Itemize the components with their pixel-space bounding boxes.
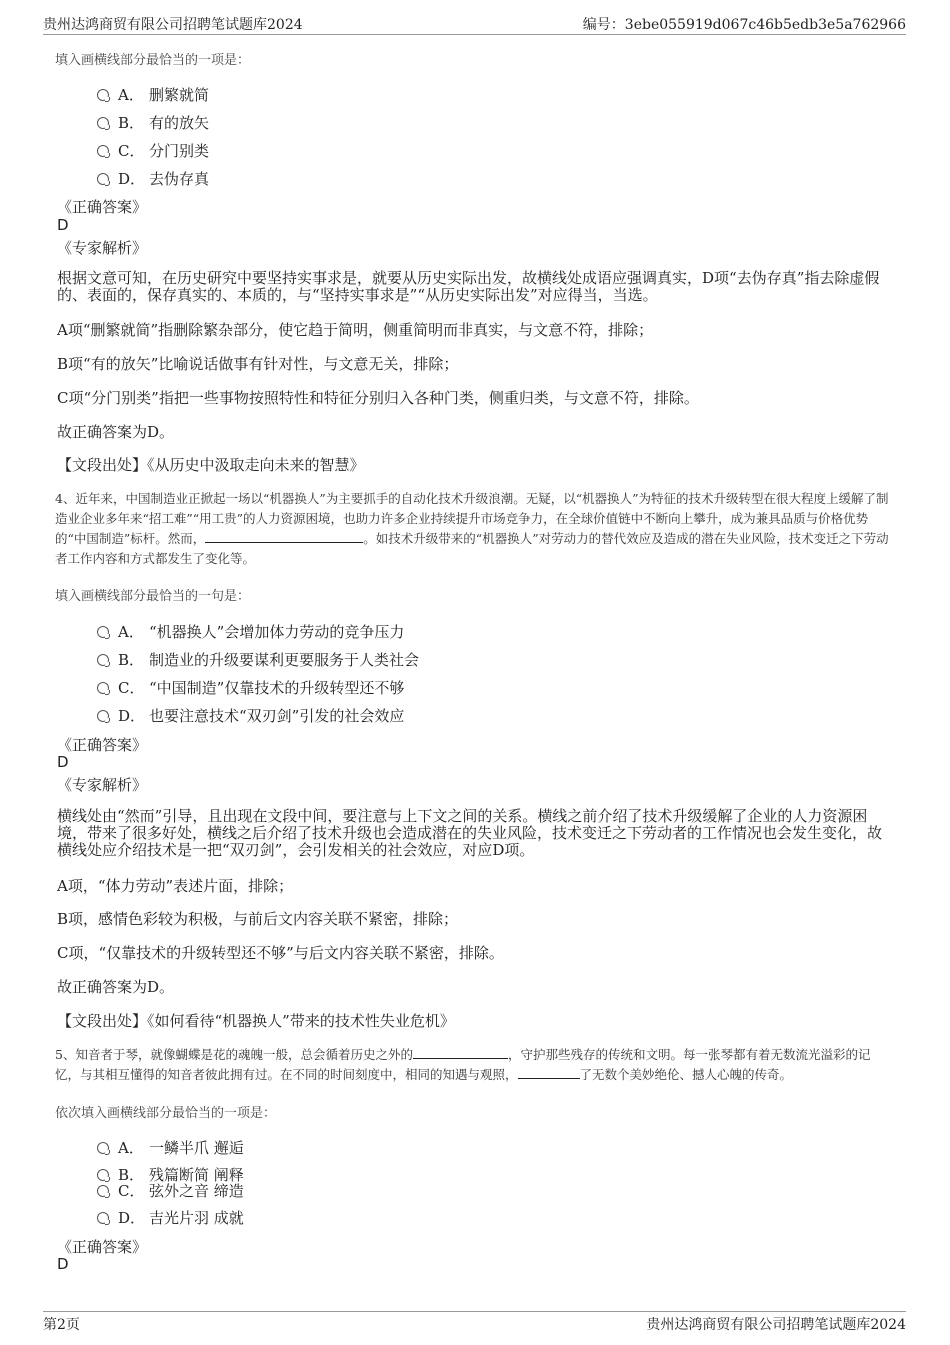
q5-instruction: 依次填入画横线部分最恰当的一项是： xyxy=(55,1106,277,1121)
q4-analysis-label: 《专家解析》 xyxy=(57,776,148,794)
option-text: 残篇断简 阐释 xyxy=(149,1166,244,1184)
option-letter: D． xyxy=(118,707,146,725)
radio-icon[interactable] xyxy=(97,173,109,185)
option-letter: A． xyxy=(118,1139,144,1157)
option-text: “中国制造”仅靠技术的升级转型还不够 xyxy=(149,679,405,697)
radio-icon[interactable] xyxy=(97,626,109,638)
option-text: 有的放矢 xyxy=(149,114,210,132)
q4-answer-label: 《正确答案》 xyxy=(57,736,148,754)
option-letter: B． xyxy=(118,1166,145,1184)
q4-analysis-option-b: B项，感情色彩较为积极，与前后文内容关联不紧密，排除； xyxy=(57,910,459,928)
radio-icon[interactable] xyxy=(97,117,109,129)
q4-instruction: 填入画横线部分最恰当的一句是： xyxy=(55,589,251,604)
q5-answer-label: 《正确答案》 xyxy=(57,1238,148,1256)
radio-icon[interactable] xyxy=(97,1185,109,1197)
option-text: 去伪存真 xyxy=(149,170,210,188)
header-title: 贵州达鸿商贸有限公司招聘笔试题库2024 xyxy=(43,17,303,33)
q4-analysis-option-c: C项，“仅靠技术的升级转型还不够”与后文内容关联不紧密，排除。 xyxy=(57,944,504,962)
option-letter: A． xyxy=(118,86,144,104)
q3-source: 【文段出处】《从历史中汲取走向未来的智慧》 xyxy=(57,456,365,474)
q4-stem xyxy=(55,489,895,569)
option-text: 也要注意技术“双刃剑”引发的社会效应 xyxy=(149,707,405,725)
radio-icon[interactable] xyxy=(97,1142,109,1154)
option-text: “机器换人”会增加体力劳动的竞争压力 xyxy=(149,623,405,641)
q5-blank-2 xyxy=(518,1066,580,1079)
option-letter: C． xyxy=(118,1182,145,1200)
q4-analysis-conclusion: 故正确答案为D。 xyxy=(57,978,175,996)
radio-icon[interactable] xyxy=(97,1212,109,1224)
radio-icon[interactable] xyxy=(97,682,109,694)
q3-instruction: 填入画横线部分最恰当的一项是： xyxy=(55,53,251,68)
q3-analysis-option-c: C项“分门别类”指把一些事物按照特性和特征分别归入各种门类，侧重归类，与文意不符，排除。 xyxy=(57,389,699,407)
q4-blank xyxy=(205,530,363,543)
q4-analysis-paragraph: 横线处由“然而”引导，且出现在文段中间，要注意与上下文之间的关系。横线之前介绍了技术升级缓解了企业的人力资源困境，带来了很多好处，横线之后介绍了技术升级也会造成潜在的失业风险，技术变迁之下劳动者的工作情况也会发生变化，故横线处应介绍技术是一把“双刃剑”，会引发相关的社会效应，对应D项。 xyxy=(57,807,883,859)
option-text: 删繁就简 xyxy=(149,86,210,104)
radio-icon[interactable] xyxy=(97,710,109,722)
radio-icon[interactable] xyxy=(97,654,109,666)
q3-answer-label: 《正确答案》 xyxy=(57,198,148,216)
option-letter: B． xyxy=(118,651,145,669)
page-number: 第2页 xyxy=(43,1317,80,1333)
radio-icon[interactable] xyxy=(97,1169,109,1181)
q4-analysis-option-a: A项，“体力劳动”表述片面，排除； xyxy=(57,877,294,895)
q3-analysis-option-a: A项“删繁就简”指删除繁杂部分，使它趋于简明，侧重简明而非真实，与文意不符，排除； xyxy=(57,321,654,339)
q5-answer: D xyxy=(57,1255,69,1273)
q5-blank-1 xyxy=(413,1046,508,1059)
q5-stem-part-2: ，守护那些残存的传统和文明。每一张琴都有着无数流光溢彩的记忆，与其相互懂得的知音者彼此拥有过。在不同的时间刻度中，相同的知遇与观照， xyxy=(55,1047,871,1082)
page-footer xyxy=(43,1311,906,1342)
option-letter: C． xyxy=(118,679,145,697)
option-text: 分门别类 xyxy=(149,142,210,160)
q4-answer: D xyxy=(57,753,69,771)
radio-icon[interactable] xyxy=(97,145,109,157)
q3-analysis-conclusion: 故正确答案为D。 xyxy=(57,423,175,441)
option-letter: D． xyxy=(118,170,146,188)
option-text: 弦外之音 缔造 xyxy=(149,1182,244,1200)
radio-icon[interactable] xyxy=(97,89,109,101)
option-text: 制造业的升级要谋利更要服务于人类社会 xyxy=(149,651,420,669)
q4-source: 【文段出处】《如何看待“机器换人”带来的技术性失业危机》 xyxy=(57,1012,455,1030)
page-header xyxy=(43,0,906,35)
q5-stem-part-3: 了无数个美妙绝伦、撼人心魄的传奇。 xyxy=(579,1067,793,1082)
option-text: 一鳞半爪 邂逅 xyxy=(149,1139,244,1157)
q3-analysis-option-b: B项“有的放矢”比喻说话做事有针对性，与文意无关，排除； xyxy=(57,355,459,373)
q3-analysis-label: 《专家解析》 xyxy=(57,239,148,257)
option-letter: C． xyxy=(118,142,145,160)
option-text: 吉光片羽 成就 xyxy=(149,1209,244,1227)
option-letter: A． xyxy=(118,623,144,641)
q4-stem-part-2: 。如技术升级带来的“机器换人”对劳动力的替代效应及造成的潜在失业风险，技术变迁之下劳动者工作内容和方式都发生了变化等。 xyxy=(55,531,889,566)
footer-title: 贵州达鸿商贸有限公司招聘笔试题库2024 xyxy=(646,1317,906,1333)
header-serial-number: 编号：3ebe055919d067c46b5edb3e5a762966 xyxy=(582,17,906,33)
q3-answer: D xyxy=(57,216,69,234)
q3-analysis-paragraph: 根据文意可知，在历史研究中要坚持实事求是，就要从历史实际出发，故横线处成语应强调真实，D项“去伪存真”指去除虚假的、表面的，保存真实的、本质的，与“坚持实事求是”“从历史实际出发”对应得当，当选。 xyxy=(57,269,880,304)
option-letter: B． xyxy=(118,114,145,132)
q5-stem-part-1: 5、知音者于琴，就像蝴蝶是花的魂魄一般，总会循着历史之外的 xyxy=(55,1047,413,1062)
q5-stem xyxy=(55,1045,895,1085)
q4-stem-part-1: 4、近年来，中国制造业正掀起一场以“机器换人”为主要抓手的自动化技术升级浪潮。无疑，以“机器换人”为特征的技术升级转型在很大程度上缓解了制造业企业多年来“招工难”“用工贵”的人力资源困境，也助力许多企业持续提升市场竞争力，在全球价值链中不断向上攀升，成为兼具品质与价格优势的“中国制造”标杆。然而， xyxy=(55,491,889,546)
option-letter: D． xyxy=(118,1209,146,1227)
